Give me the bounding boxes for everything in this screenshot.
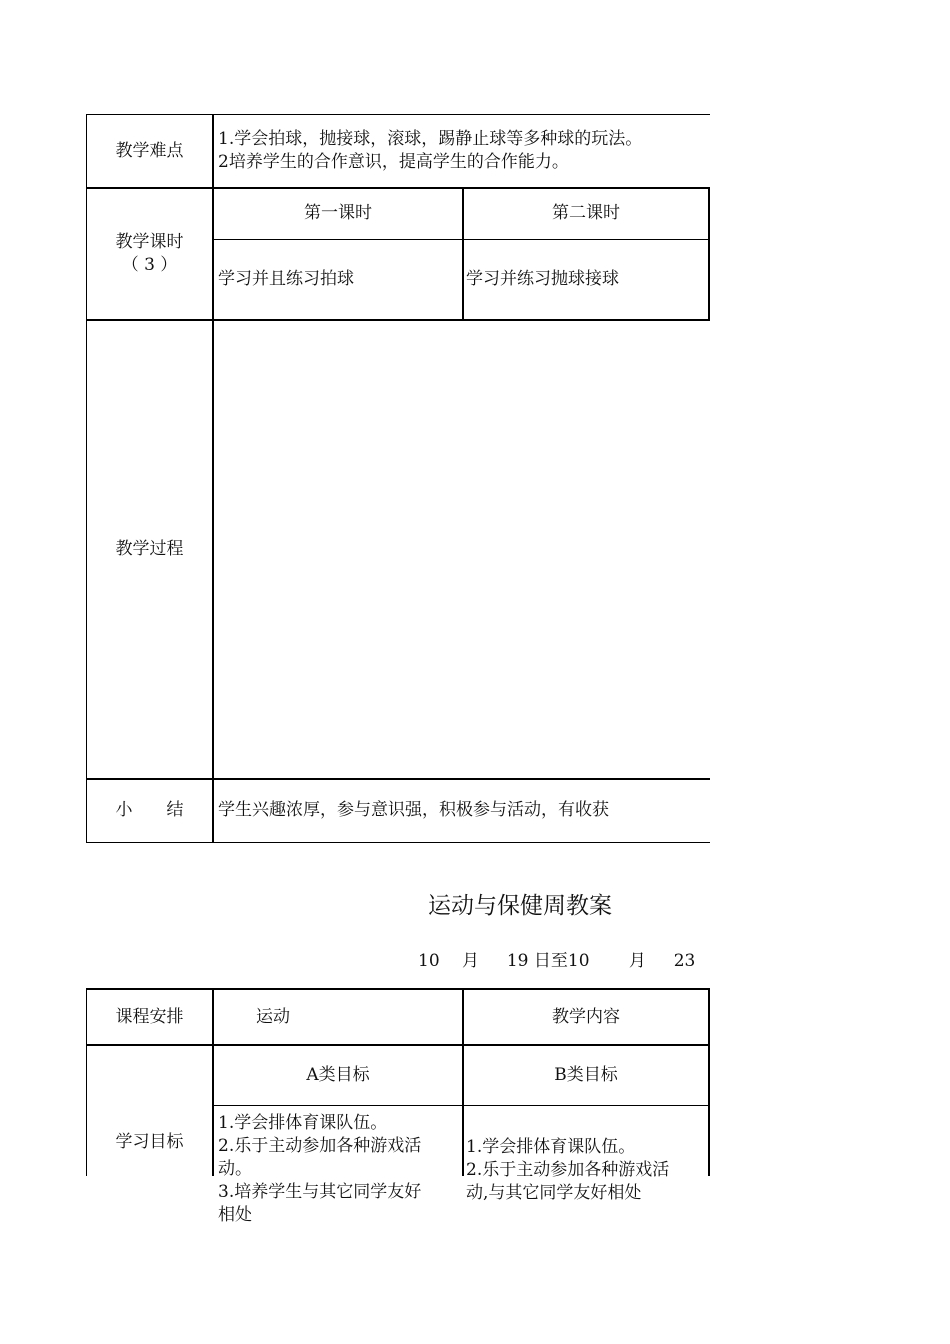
process-content	[214, 320, 708, 778]
b-goal-line: 动,与其它同学友好相处	[466, 1183, 642, 1203]
a-goals-header: A类目标	[306, 1065, 370, 1085]
a-goal-line: 3.培养学生与其它同学友好	[218, 1182, 422, 1202]
a-goal-line: 2.乐于主动参加各种游戏活	[218, 1136, 422, 1156]
lesson-hours-title: 教学课时	[115, 231, 184, 252]
table-border	[708, 988, 710, 1176]
lesson2-content: 学习并练习抛球接球	[466, 269, 619, 289]
difficulty-label: 教学难点	[115, 140, 184, 161]
schedule-value: 运动	[256, 1006, 290, 1027]
difficulty-line: 1.学会拍球，抛接球，滚球，踢静止球等多种球的玩法。	[218, 129, 643, 149]
a-goal-line: 1.学会排体育课队伍。	[218, 1113, 388, 1133]
a-goals-content	[214, 1112, 462, 1232]
a-goal-line: 动。	[218, 1159, 252, 1179]
content-header: 教学内容	[552, 1006, 620, 1027]
b-goals-content	[464, 1136, 708, 1208]
lesson-hours-count: （ 3 ）	[121, 254, 178, 275]
difficulty-line: 2培养学生的合作意识，提高学生的合作能力。	[218, 152, 569, 172]
lesson1-header: 第一课时	[304, 203, 372, 223]
lesson-hours-label	[87, 188, 212, 319]
difficulty-content	[214, 115, 734, 187]
b-goal-line: 1.学会排体育课队伍。	[466, 1137, 636, 1157]
b-goal-line: 2.乐于主动参加各种游戏活	[466, 1160, 670, 1180]
page-title: 运动与保健周教案	[428, 892, 612, 919]
table-border	[86, 842, 710, 843]
summary-label: 小 结	[115, 800, 184, 820]
lesson1-content: 学习并且练习拍球	[218, 269, 354, 289]
process-label: 教学过程	[115, 538, 184, 559]
lesson2-header: 第二课时	[552, 203, 620, 223]
goals-label: 学习目标	[115, 1131, 184, 1152]
summary-content: 学生兴趣浓厚，参与意识强，积极参与活动，有收获	[218, 800, 609, 820]
schedule-label: 课程安排	[115, 1006, 184, 1027]
date-range: 10 月 19 日至10 月 23	[418, 950, 696, 971]
a-goal-line: 相处	[218, 1205, 252, 1225]
table-border	[708, 187, 710, 320]
b-goals-header: B类目标	[554, 1065, 618, 1085]
